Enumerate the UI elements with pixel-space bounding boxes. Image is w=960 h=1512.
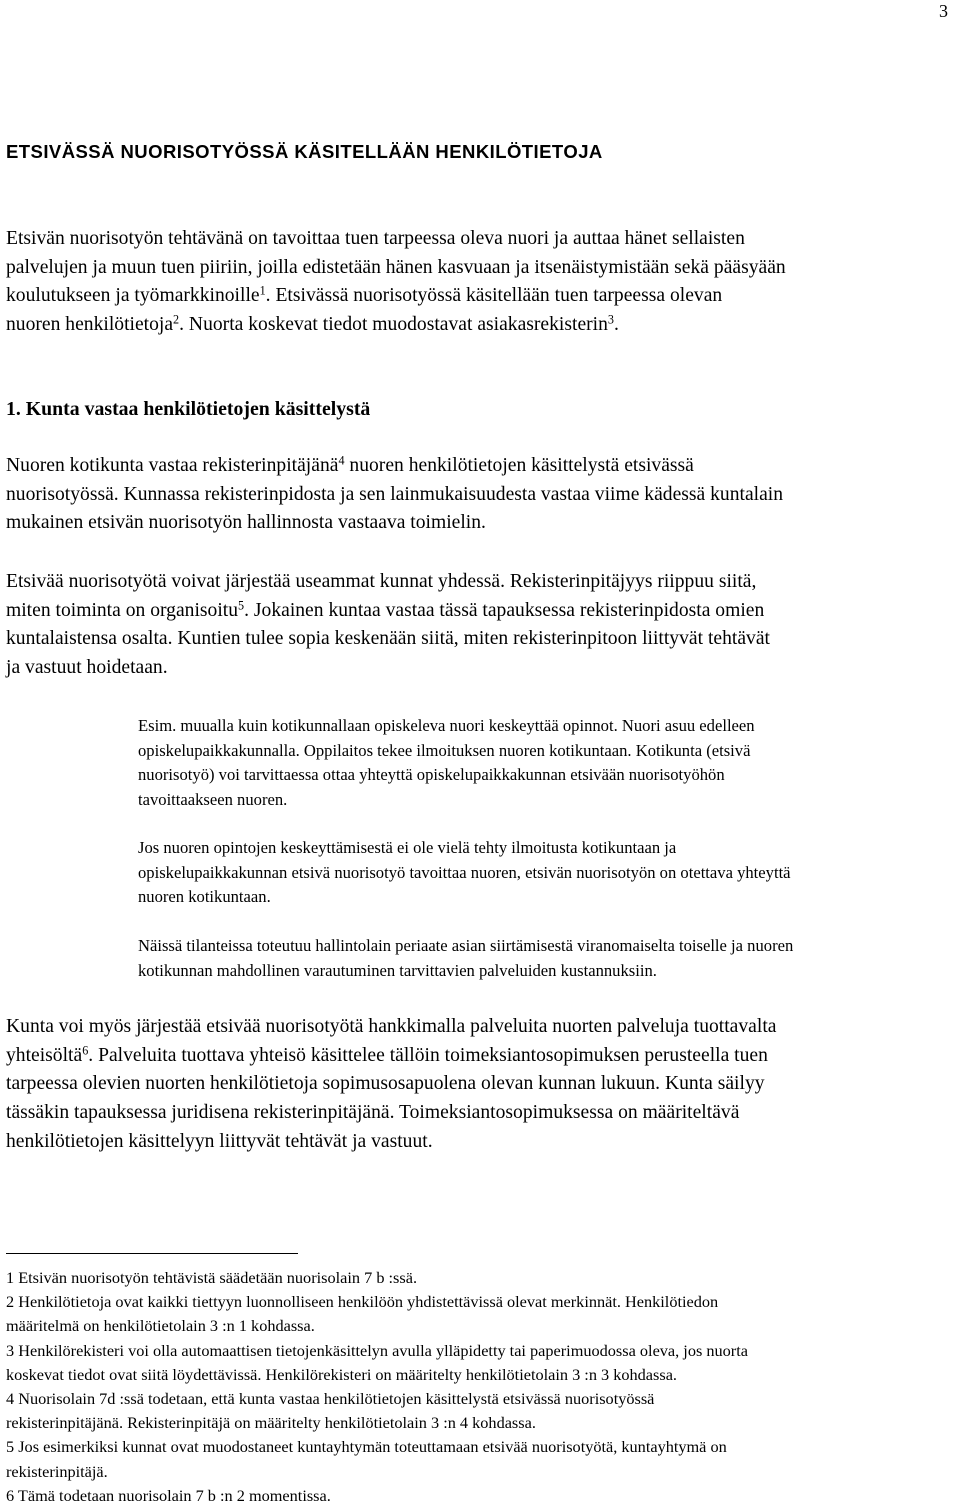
- text-segment: . Nuorta koskevat tiedot muodostavat asiakasrekisterin: [179, 314, 608, 336]
- text-segment: .: [613, 314, 619, 336]
- text-line: Jos nuoren opintojen keskeyttämisestä ei ole vielä tehty ilmoitusta kotikuntaan ja: [138, 838, 677, 857]
- text-line: [6, 311, 956, 340]
- intro-paragraph: [6, 225, 956, 340]
- text-line: palvelujen ja muun tuen piiriin, joilla edistetään hänen kasvuaan ja itsenäistymistään sekä pääsyään: [6, 256, 786, 278]
- page-number: 3: [939, 1, 948, 21]
- text-segment: yhteisöltä: [6, 1044, 83, 1066]
- text-segment: Nuoren kotikunta vastaa rekisterinpitäjänä: [6, 455, 339, 476]
- footnote-ref-5: 5: [238, 598, 245, 613]
- text-line: ja vastuut hoidetaan.: [6, 657, 168, 679]
- footnote-5-cont: rekisterinpitäjä.: [6, 1461, 108, 1481]
- footnote-6: 6 Tämä todetaan nuorisolain 7 b :n 2 momentissa.: [6, 1485, 331, 1505]
- text-line: opiskelupaikkakunnalla. Oppilaitos tekee ilmoituksen nuoren kotikuntaan. Kotikunta (etsivä: [138, 740, 751, 760]
- footnote-5: 5 Jos esimerkiksi kunnat ovat muodostaneet kuntayhtymän toteuttamaan etsivää nuorisotyötä, kuntayhtymä on: [6, 1437, 727, 1457]
- text-segment: . Etsivässä nuorisotyössä käsitellään tuen tarpeessa olevan: [265, 285, 723, 307]
- text-line: kuntalaistensa osalta. Kuntien tulee sopia keskenään siitä, miten rekisterinpitoon liittyvät tehtävät: [6, 628, 770, 650]
- section-title: 1. Kunta vastaa henkilötietojen käsittelystä: [6, 398, 371, 420]
- footnote-2-cont: määritelmä on henkilötietolain 3 :n 1 kohdassa.: [6, 1316, 315, 1336]
- text-segment: nuoren henkilötietojen käsittelystä etsivässä: [344, 455, 694, 476]
- text-line: Etsivää nuorisotyötä voivat järjestää useammat kunnat yhdessä. Rekisterinpitäjyys riippuu siitä,: [6, 571, 757, 592]
- text-line: [6, 452, 956, 481]
- footnote-ref-4: 4: [338, 453, 345, 468]
- footnote-ref-3: 3: [607, 312, 614, 327]
- section-paragraph: [6, 1013, 956, 1157]
- text-line: opiskelupaikkakunnan etsivä nuorisotyö tavoittaa nuoren, etsivän nuorisotyön on otettava yhteyttä: [138, 862, 791, 882]
- text-line: Näissä tilanteissa toteutuu hallintolain periaate asian siirtämisestä viranomaiselta toiselle ja nuoren: [138, 936, 794, 955]
- text-line: henkilötietojen käsittelyyn liittyvät tehtävät ja vastuut.: [6, 1130, 433, 1152]
- text-line: tavoittaakseen nuoren.: [138, 789, 288, 809]
- footnote-ref-6: 6: [82, 1043, 89, 1058]
- text-line: tarpeessa olevien nuorten henkilötietoja sopimusosapuolena olevan kunnan lukuun. Kunta säilyy: [6, 1073, 765, 1095]
- text-line: kotikunnan mahdollinen varautuminen tarvittavien palveluiden kustannuksiin.: [138, 960, 657, 980]
- footnotes: [6, 1266, 956, 1508]
- text-line: Etsivän nuorisotyön tehtävänä on tavoittaa tuen tarpeessa oleva nuori ja auttaa hänet sellaisten: [6, 228, 745, 249]
- text-segment: . Palveluita tuottava yhteisö käsittelee tällöin toimeksiantosopimuksen perusteella tuen: [88, 1044, 768, 1066]
- text-line: [6, 282, 956, 311]
- example-paragraph: [138, 714, 958, 812]
- footnote-3: 3 Henkilörekisteri voi olla automaattisen tietojenkäsittelyn avulla ylläpidetty tai paperimuodossa oleva, jos nuorta: [6, 1340, 748, 1360]
- footnote-2: 2 Henkilötietoja ovat kaikki tiettyyn luonnolliseen henkilöön yhdistettävissä olevat merkinnät. Henkilötiedon: [6, 1292, 719, 1312]
- text-line: Kunta voi myös järjestää etsivää nuorisotyötä hankkimalla palveluita nuorten palveluja tuottavalta: [6, 1016, 777, 1037]
- page-heading: ETSIVÄSSÄ NUORISOTYÖSSÄ KÄSITELLÄÄN HENKILÖTIETOJA: [6, 141, 603, 162]
- text-line: Esim. muualla kuin kotikunnallaan opiskeleva nuori keskeyttää opinnot. Nuori asuu edelleen: [138, 716, 755, 735]
- footnote-divider: [6, 1253, 298, 1254]
- text-line: [6, 1042, 956, 1071]
- footnote-4: 4 Nuorisolain 7d :ssä todetaan, että kunta vastaa henkilötietojen käsittelystä etsivässä nuorisotyössä: [6, 1389, 655, 1409]
- example-paragraph: [138, 934, 958, 983]
- footnote-ref-1: 1: [259, 283, 266, 298]
- text-segment: koulutukseen ja työmarkkinoille: [6, 285, 260, 307]
- text-line: tässäkin tapauksessa juridisena rekisterinpitäjänä. Toimeksiantosopimuksessa on määriteltävä: [6, 1102, 740, 1124]
- text-segment: miten toiminta on organisoitu: [6, 599, 239, 621]
- text-line: [6, 597, 956, 626]
- text-line: nuorisotyössä. Kunnassa rekisterinpidosta ja sen lainmukaisuudesta vastaa viime kädessä kuntalain: [6, 483, 784, 505]
- text-line: nuorisotyö) voi tarvittaessa ottaa yhteyttä opiskelupaikkakunnan etsivään nuorisotyöhön: [138, 765, 725, 784]
- footnote-ref-2: 2: [173, 312, 180, 327]
- text-line: nuoren kotikuntaan.: [138, 887, 271, 906]
- footnote-1: 1 Etsivän nuorisotyön tehtävistä säädetään nuorisolain 7 b :ssä.: [6, 1268, 418, 1287]
- text-segment: nuoren henkilötietoja: [6, 314, 174, 336]
- text-segment: . Jokainen kuntaa vastaa tässä tapauksessa rekisterinpidosta omien: [244, 599, 765, 621]
- footnote-4-cont: rekisterinpitäjänä. Rekisterinpitäjä on määritelty henkilötietolain 3 :n 4 kohdassa.: [6, 1413, 536, 1433]
- section-paragraph: [6, 568, 956, 683]
- example-paragraph: [138, 836, 958, 910]
- text-line: mukainen etsivän nuorisotyön hallinnosta vastaava toimielin.: [6, 512, 486, 534]
- section-paragraph: [6, 452, 956, 538]
- footnote-3-cont: koskevat tiedot ovat siitä löydettävissä. Henkilörekisteri on määritelty henkilötietolain 3 :n 3 kohdassa.: [6, 1364, 678, 1384]
